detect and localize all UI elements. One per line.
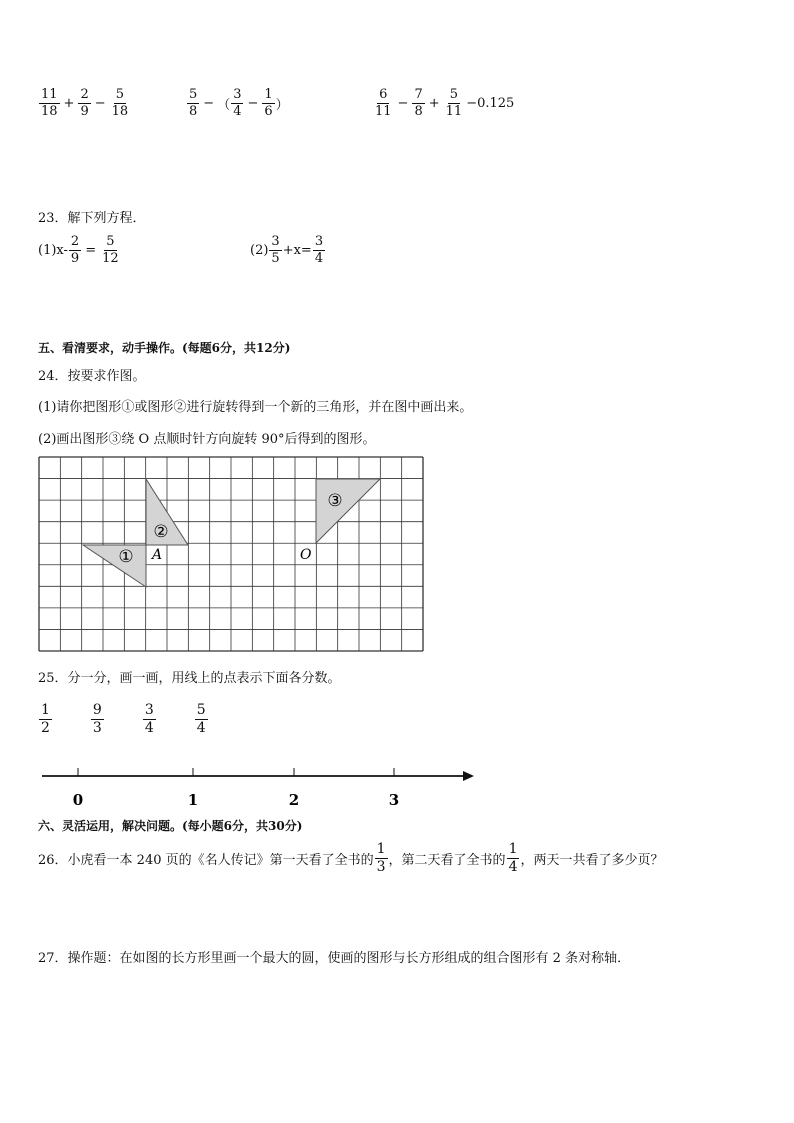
q24-instruction-1: (1)请你把图形①或图形②进行旋转得到一个新的三角形，并在图中画出来。 [38,400,473,415]
point-label-a: A [152,547,163,563]
label-shape-2: ② [153,522,169,542]
fraction-item: $\frac{5}{4}$ [196,702,206,736]
rotation-grid [38,456,424,652]
triangle-shape-1 [83,545,146,587]
expression-2: $\frac{5}{8}$ − （ $\frac{3}{4}$ − $\frac{1}{6}$ ） [189,87,289,119]
fraction: $\frac{3}{5}$ [271,234,280,266]
axis-label-1: 1 [187,791,199,809]
point-label-o: O [300,547,312,563]
fraction: $\frac{3}{4}$ [314,234,324,266]
fraction-item: $\frac{1}{2}$ [41,702,50,736]
q26-question: 26．小虎看一本 240 页的《名人传记》第一天看了全书的 $\frac{1}{3}$ ，第二天看了全书的 $\frac{1}{4}$ ，两天一共看了多少页？ [38,841,664,875]
equation-2: (2) $\frac{3}{5}$ +x= $\frac{3}{4}$ [250,234,324,266]
triangle-shape-3 [316,479,380,543]
label-shape-3: ③ [327,491,343,511]
fraction: $\frac{6}{11}$ [375,87,392,119]
fraction: $\frac{2}{9}$ [70,234,80,266]
q27-question: 27．操作题：在如图的长方形里画一个最大的圆，使画的图形与长方形组成的组合图形有 2 条对称轴． [38,951,631,966]
q25-title: 25．分一分，画一画，用线上的点表示下面各分数。 [38,671,341,686]
number-line [36,762,481,810]
fraction: $\frac{5}{18}$ [111,87,129,119]
fraction-item: $\frac{3}{4}$ [144,702,154,736]
label-shape-1: ① [118,547,134,567]
fraction: $\frac{1}{3}$ [376,841,386,875]
fraction: $\frac{5}{12}$ [102,234,119,266]
fraction-list [38,703,246,735]
expression-3: $\frac{6}{11}$ − $\frac{7}{8}$ + $\frac{5}{11}$ −0.125 [375,87,515,119]
expression-1: $\frac{11}{18}$ + $\frac{2}{9}$ − $\frac{5}{18}$ [41,87,129,119]
q24-title: 24．按要求作图。 [38,369,146,384]
fraction: $\frac{3}{4}$ [233,87,242,119]
axis-label-0: 0 [72,791,84,809]
q24-instruction-2: (2)画出图形③绕 O 点顺时针方向旋转 90°后得到的图形。 [38,432,376,447]
equation-1: (1)x- $\frac{2}{9}$ = $\frac{5}{12}$ [38,234,119,266]
axis-label-2: 2 [288,791,300,809]
fraction: $\frac{2}{9}$ [80,87,89,119]
fraction: $\frac{5}{11}$ [445,87,463,119]
fraction: $\frac{1}{4}$ [508,841,518,875]
fraction: $\frac{11}{18}$ [41,87,58,119]
section-6-heading: 六、灵活运用，解决问题。(每小题6分，共30分) [38,819,303,833]
arrow-head-icon [463,771,474,781]
fraction: $\frac{1}{6}$ [264,87,273,119]
fraction: $\frac{7}{8}$ [414,87,423,119]
axis-label-3: 3 [388,791,400,809]
fraction: $\frac{5}{8}$ [189,87,198,119]
section-5-heading: 五、看清要求，动手操作。(每题6分，共12分) [38,341,291,355]
q23-title: 23．解下列方程． [38,211,146,226]
fraction-item: $\frac{9}{3}$ [92,702,102,736]
